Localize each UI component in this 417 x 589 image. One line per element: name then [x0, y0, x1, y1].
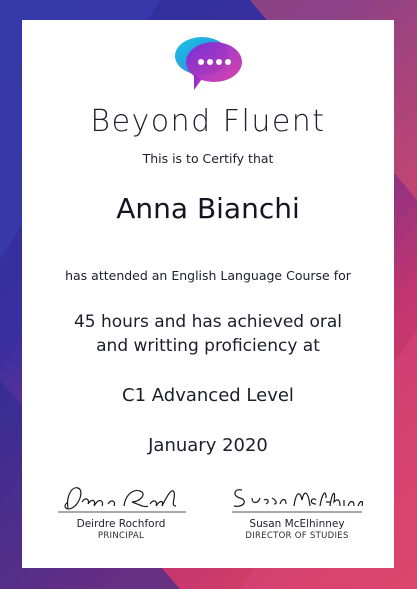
recipient-name: Anna Bianchi	[116, 192, 300, 225]
principal-name: Deirdre Rochford	[76, 518, 166, 530]
brand-title: Beyond Fluent	[90, 104, 326, 139]
achievement-text	[62, 310, 354, 358]
signature-deirdre-rochford	[46, 478, 196, 516]
signature-principal	[46, 478, 196, 541]
certificate-card	[22, 20, 394, 568]
date-text: January 2020	[148, 435, 268, 456]
signature-susan-mcelhinney	[222, 478, 372, 516]
speech-bubbles-icon	[172, 34, 246, 92]
principal-role: PRINCIPAL	[97, 531, 145, 541]
level-text: C1 Advanced Level	[122, 385, 294, 406]
course-line: has attended an English Language Course for	[65, 268, 351, 283]
achievement-line-1: 45 hours and has achieved oral	[73, 312, 343, 332]
director-role: DIRECTOR OF STUDIES	[245, 531, 349, 541]
signature-director	[222, 478, 372, 541]
certify-line: This is to Certify that	[142, 151, 274, 166]
achievement-line-2: and writting proficiency at	[96, 336, 320, 356]
director-name: Susan McElhinney	[249, 518, 345, 530]
